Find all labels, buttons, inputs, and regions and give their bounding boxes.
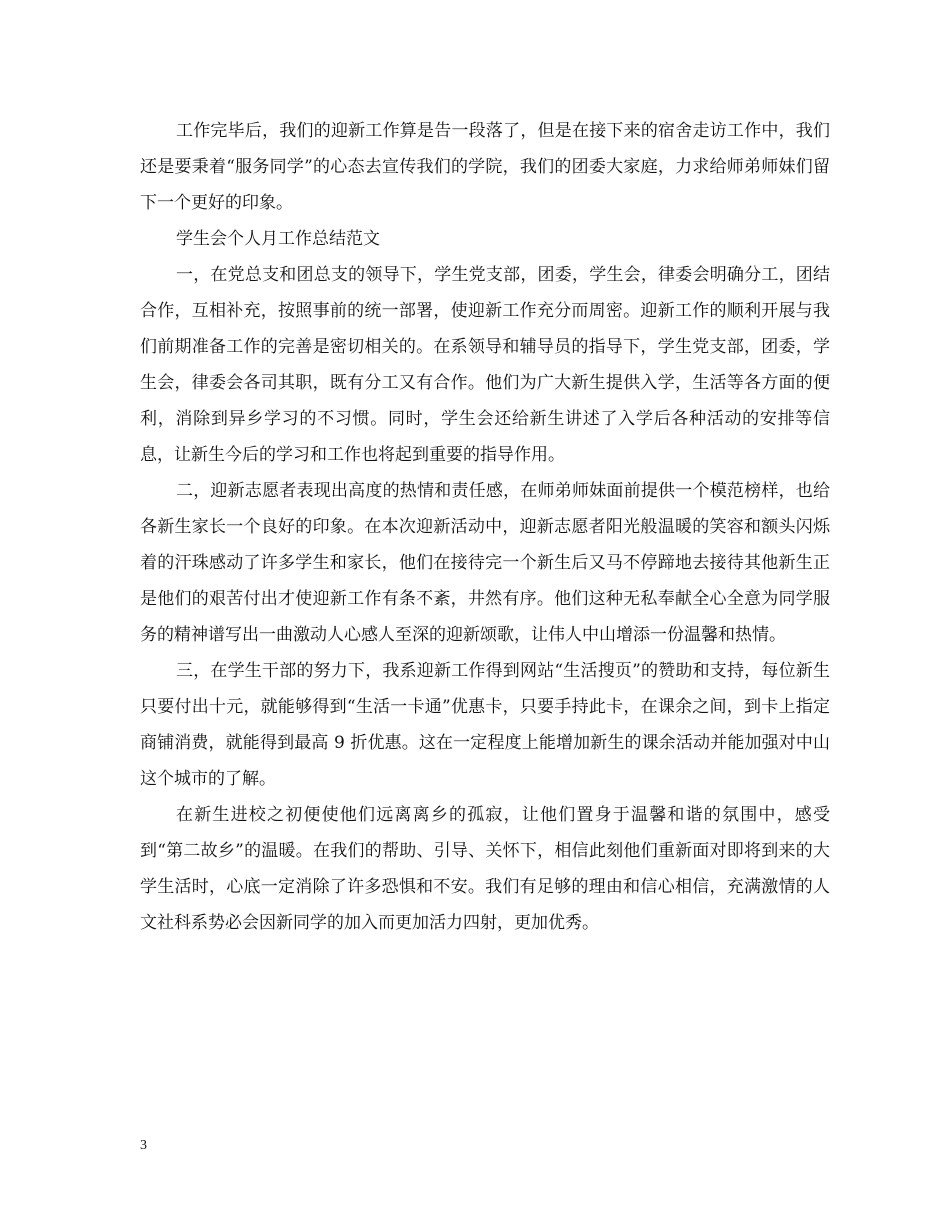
paragraph-point-two: 二，迎新志愿者表现出高度的热情和责任感，在师弟师妹面前提供一个模范榜样，也给各新生家长一个良好的印象。在本次迎新活动中，迎新志愿者阳光般温暖的笑容和额头闪烁着的汗珠感动了许多学生和家长，他们在接待完一个新生后又马不停蹄地去接待其他新生正是他们的艰苦付出才使迎新工作有条不紊，井然有序。他们这种无私奉献全心全意为同学服务的精神谱写出一曲激动人心感人至深的迎新颂歌，让伟人中山增添一份温馨和热情。: [140, 481, 830, 645]
section-heading: 学生会个人月工作总结范文: [176, 229, 380, 249]
page-number: 3: [140, 1138, 147, 1153]
paragraph-point-one: 一，在党总支和团总支的领导下，学生党支部，团委，学生会，律委会明确分工，团结合作，互相补充，按照事前的统一部署，使迎新工作充分而周密。迎新工作的顺利开展与我们前期准备工作的完善是密切相关的。在系领导和辅导员的指导下，学生党支部，团委，学生会，律委会各司其职，既有分工又有合作。他们为广大新生提供入学，生活等各方面的便利，消除到异乡学习的不习惯。同时，学生会还给新生讲述了入学后各种活动的安排等信息，让新生今后的学习和工作也将起到重要的指导作用。: [140, 265, 830, 465]
document-body: [140, 113, 830, 941]
paragraph-intro-closing: 工作完毕后，我们的迎新工作算是告一段落了，但是在接下来的宿舍走访工作中，我们还是要秉着“服务同学”的心态去宣传我们的学院，我们的团委大家庭，力求给师弟师妹们留下一个更好的印象。: [140, 121, 830, 213]
paragraph-point-three: 三，在学生干部的努力下，我系迎新工作得到网站“生活搜页”的赞助和支持，每位新生只要付出十元，就能够得到“生活一卡通”优惠卡，只要手持此卡，在课余之间，到卡上指定商铺消费，就能得到最高 9 折优惠。这在一定程度上能增加新生的课余活动并能加强对中山这个城市的了解。: [140, 661, 830, 789]
paragraph-conclusion: 在新生进校之初便使他们远离离乡的孤寂，让他们置身于温馨和谐的氛围中，感受到“第二故乡”的温暖。在我们的帮助、引导、关怀下，相信此刻他们重新面对即将到来的大学生活时，心底一定消除了许多恐惧和不安。我们有足够的理由和信心相信，充满激情的人文社科系势必会因新同学的加入而更加活力四射，更加优秀。: [140, 805, 830, 933]
